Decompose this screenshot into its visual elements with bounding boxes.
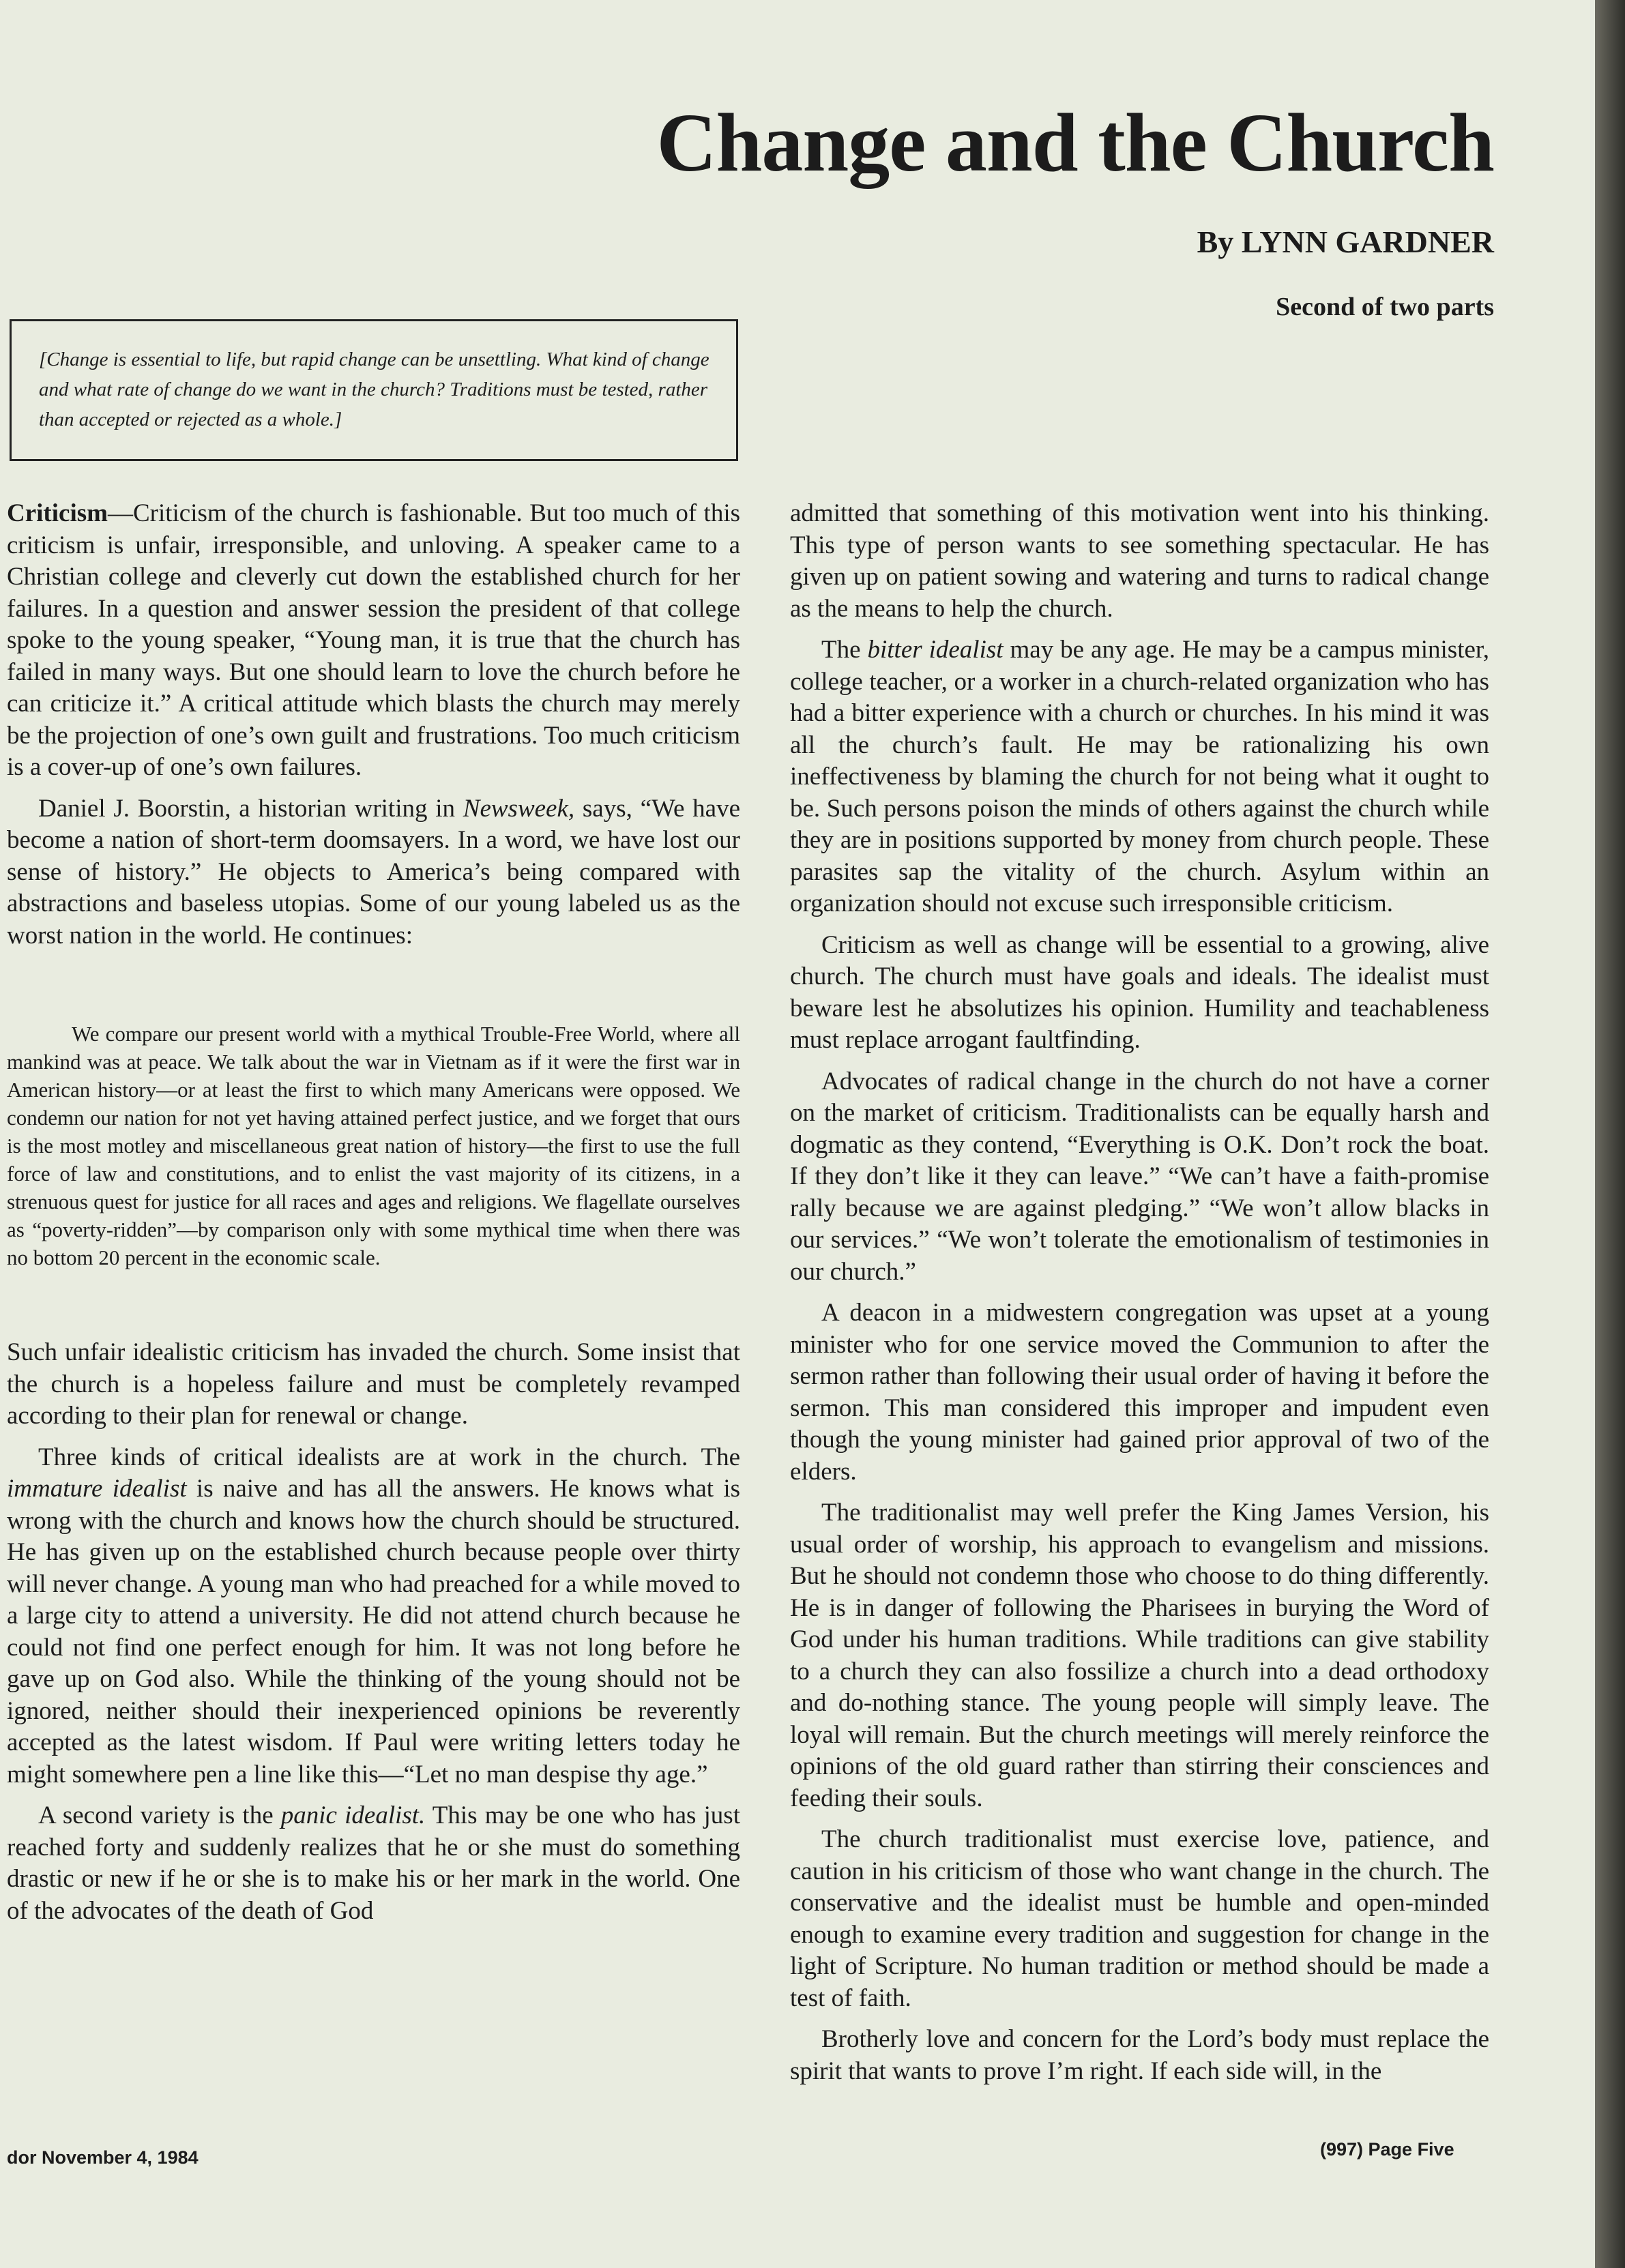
series-note: Second of two parts: [1276, 293, 1494, 321]
term: panic idealist.: [280, 1801, 426, 1829]
paragraph: Advocates of radical change in the church do not have a corner on the market of criticism. Traditionalists can be equally harsh and dogmatic as they contend, “Everything is O.K. Don’t rock the boat. If they don’t like it they can leave.” “We can’t have a faith-promise rally because we are against pledging.” “We won’t allow blacks in our services.” “We won’t tolerate the emotionalism of testimonies in our church.”: [790, 1067, 1489, 1286]
paragraph: Criticism as well as change will be essential to a growing, alive church. The church must have goals and ideals. The idealist must beware lest he absolutizes his opinion. Humility and teachableness must replace arrogant faultfinding.: [790, 930, 1489, 1054]
paragraph: Criticism—Criticism of the church is fashionable. But too much of this criticism is unfair, irresponsible, and unloving. A speaker came to a Christian college and cleverly cut down the established church for her failures. In a question and answer session the president of that college spoke to the young speaker, “Young man, it is true that the church has failed in many ways. But one should learn to love the church before he can criticize it.” A critical attitude which blasts the church may merely be the projection of one’s own guilt and frustrations. Too much criticism is a cover-up of one’s own failures.: [7, 499, 740, 781]
paragraph: Brotherly love and concern for the Lord’s body must replace the spirit that wants to prove I’m right. If each side will, in the: [790, 2025, 1489, 2085]
article-byline: By LYNN GARDNER: [1197, 224, 1494, 259]
paragraph: Three kinds of critical idealists are at work in the church. The immature idealist is naive and has all the answers. He knows what is wrong with the church and knows how the church should be structured. He has given up on the established church because people over thirty will never change. A young man who had preached for a while moved to a large city to attend a university. He did not attend church because he could not find one perfect enough for him. It was not long before he gave up on God also. While the thinking of the young should not be ignored, neither should their inexperienced opinions be reverently accepted as the latest wisdom. If Paul were writing letters today he might somewhere pen a line like this—“Let no man despise thy age.”: [7, 1443, 741, 1788]
term: immature idealist: [7, 1475, 187, 1503]
page-edge-shadow: [1595, 0, 1625, 2268]
paragraph: A second variety is the panic idealist. This may be one who has just reached forty and suddenly realizes that he or she must do something drastic or new if he or she is to make his or her mark in the world. One of the advocates of the death of God: [7, 1801, 740, 1925]
paragraph: The traditionalist may well prefer the King James Version, his usual order of worship, his approach to evangelism and missions. But he should not condemn those who choose to do thing differently. He is in danger of following the Pharisees in burying the Word of God under his human traditions. While traditions can give stability to a church they can also fossilize a church into a dead orthodoxy and do-nothing stance. The young people will simply leave. The loyal will remain. But the church meetings will merely reinforce the opinions of the old guard rather than stirring their consciences and feeding their souls.: [790, 1499, 1489, 1812]
term: bitter idealist: [867, 636, 1004, 664]
paragraph: The church traditionalist must exercise love, patience, and caution in his criticism of those who want change in the church. The conservative and the idealist must be humble and open-minded enough to examine every tradition and suggestion for change in the light of Scripture. No human tradition or method should be made a test of faith.: [790, 1825, 1489, 2012]
footer-date: dor November 4, 1984: [7, 2147, 199, 2168]
lead-word: Criticism: [7, 499, 108, 527]
left-column: [7, 498, 740, 1936]
abstract-text: [Change is essential to life, but rapid change can be unsettling. What kind of change and what rate of change do we want in the church? Traditions must be tested, rather than accepted or rejected as a whole.]: [39, 349, 709, 430]
paragraph: Such unfair idealistic criticism has invaded the church. Some insist that the church is a hopeless failure and must be completely revamped according to their plan for renewal or change.: [7, 1338, 740, 1430]
paragraph: The bitter idealist may be any age. He may be a campus minister, college teacher, or a worker in a church-related organization who has had a bitter experience with a church or churches. In his mind it was all the church’s fault. He may be rationalizing his own ineffectiveness by blaming the church for not being what it ought to be. Such persons poison the minds of others against the church while they are in positions supported by money from church people. These parasites sap the vitality of the church. Asylum within an organization should not excuse such irresponsible criticism.: [790, 636, 1489, 917]
paragraph: Daniel J. Boorstin, a historian writing in Newsweek, says, “We have become a nation of short-term doomsayers. In a word, we have lost our sense of history.” He objects to America’s being compared with abstractions and baseless utopias. Some of our young labeled us as the worst nation in the world. He continues:: [7, 794, 740, 949]
block-quote: We compare our present world with a mythical Trouble-Free World, where all mankind was at peace. We talk about the war in Vietnam as if it were the first war in American history—or at least the first to which many Americans were opposed. We condemn our nation for not yet having attained perfect justice, and we forget that ours is the most motley and miscellaneous great nation of history—the first to use the full force of law and constitutions, and to enlist the vast majority of its citizens, in a strenuous quest for justice for all races and ages and religions. We flagellate ourselves as “poverty-ridden”—by comparison only with some mythical time when there was no bottom 20 percent in the economic scale.: [7, 1022, 740, 1269]
magazine-name: Newsweek,: [463, 794, 575, 823]
article-title: Change and the Church: [656, 97, 1494, 189]
page-number: (997) Page Five: [1320, 2139, 1454, 2160]
right-column: [790, 498, 1489, 2097]
paragraph: admitted that something of this motivation went into his thinking. This type of person wants to see something spectacular. He has given up on patient sowing and watering and turns to radical change as the means to help the church.: [790, 499, 1489, 623]
abstract-box: [10, 319, 738, 461]
paragraph: A deacon in a midwestern congregation was upset at a young minister who for one service moved the Communion to after the sermon rather than following their usual order of having it before the sermon. This man considered this improper and impudent even though the young minister had gained prior approval of two of the elders.: [790, 1299, 1489, 1486]
